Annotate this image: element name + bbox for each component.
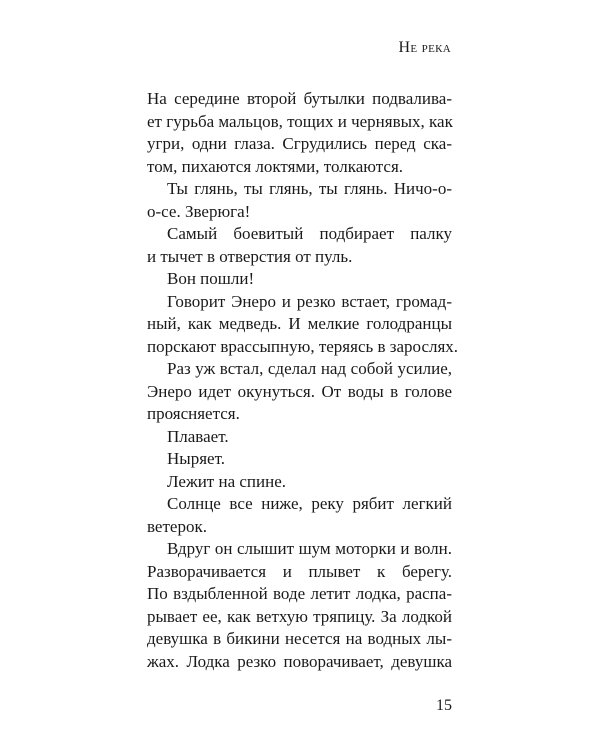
- body-text: [147, 88, 459, 673]
- text-line: девушка в бикини несется на водных лы-: [147, 629, 452, 648]
- text-line: Энеро идет окунуться. От воды в голове: [147, 381, 452, 401]
- text-line: жах. Лодка резко поворачивает, девушка: [147, 651, 452, 671]
- page-number: 15: [436, 697, 452, 714]
- text-line: Ты глянь, ты глянь, ты глянь. Ничо-о-: [167, 179, 452, 198]
- text-line: и тычет в отверстия от пуль.: [147, 246, 353, 266]
- text-line: угри, одни глаза. Сгрудились перед ска-: [147, 134, 452, 153]
- text-line: Самый боевитый подбирает палку: [167, 224, 452, 243]
- text-line: Вон пошли!: [167, 269, 255, 288]
- text-line: Солнце все ниже, реку рябит легкий: [167, 494, 452, 513]
- text-line: том, пихаются локтями, толкаются.: [147, 156, 404, 176]
- text-line: о-се. Зверюга!: [147, 201, 251, 221]
- text-line: ет гурьба мальцов, тощих и чернявых, как: [147, 111, 453, 131]
- text-line: ветерок.: [147, 516, 207, 536]
- text-line: Говорит Энеро и резко встает, громад-: [167, 291, 452, 311]
- text-line: ный, как медведь. И мелкие голодранцы: [147, 314, 452, 333]
- text-line: порскают врассыпную, теряясь в зарослях.: [147, 336, 459, 356]
- text-line: По вздыбленной воде летит лодка, распа-: [147, 584, 452, 603]
- text-line: Лежит на спине.: [167, 471, 287, 491]
- text-line: Вдруг он слышит шум моторки и волн.: [167, 539, 452, 558]
- running-head: Не река: [398, 39, 451, 56]
- text-line: Разворачивается и плывет к берегу.: [147, 561, 452, 581]
- text-line: На середине второй бутылки подвалива-: [147, 89, 452, 108]
- text-line: Плавает.: [167, 426, 229, 446]
- text-line: рывает ее, как ветхую тряпицу. За лодкой: [147, 606, 452, 626]
- text-line: Раз уж встал, сделал над собой усилие,: [167, 359, 452, 378]
- text-line: Ныряет.: [167, 449, 225, 468]
- text-line: проясняется.: [147, 404, 240, 423]
